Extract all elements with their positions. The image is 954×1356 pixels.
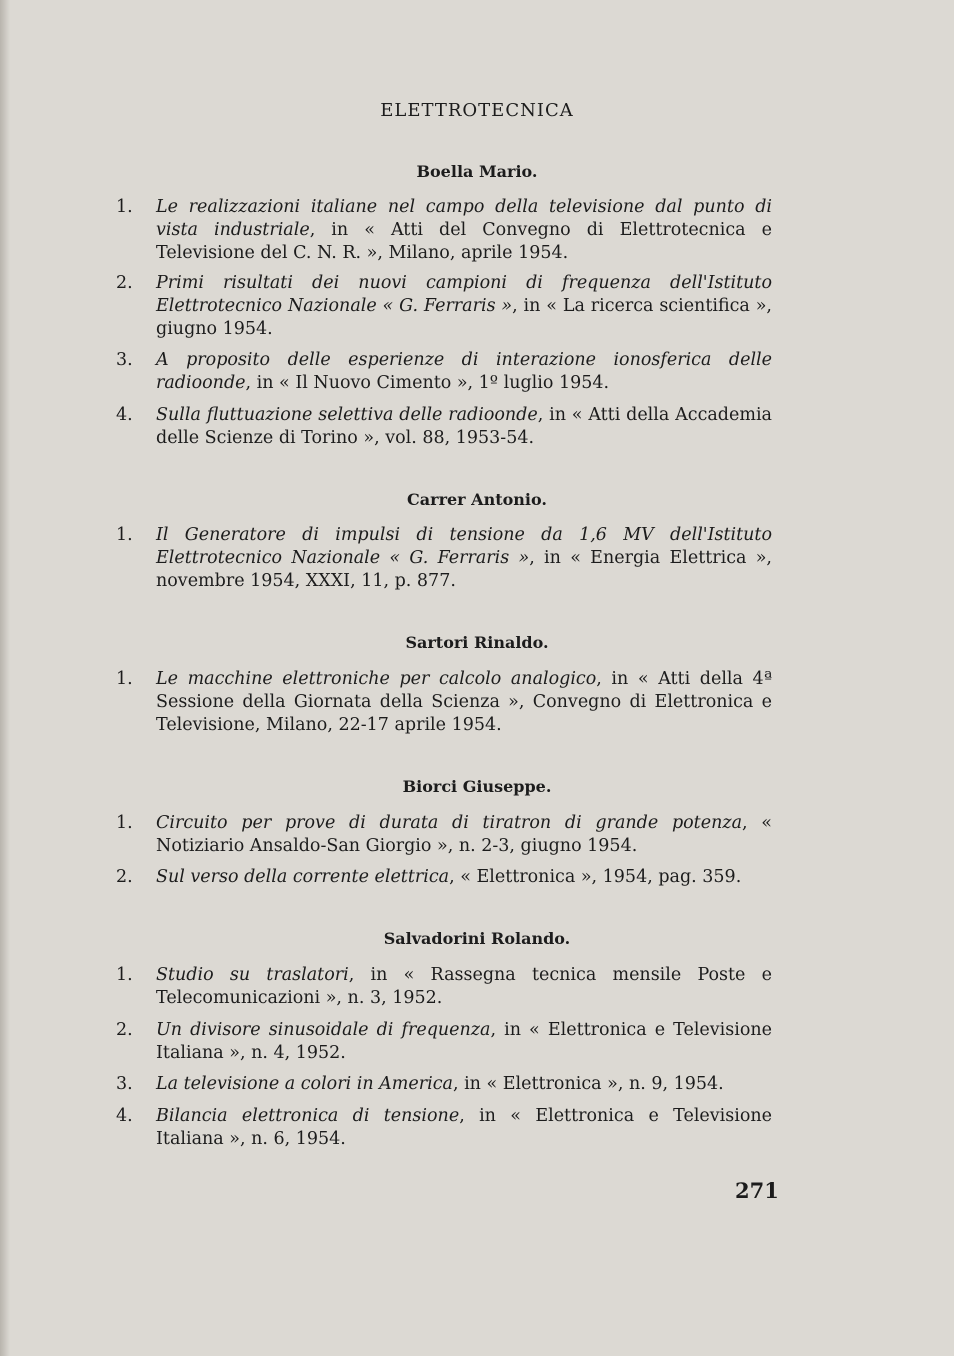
bibliography-entry [116, 812, 772, 858]
author-heading: Boella Mario. [416, 162, 538, 181]
entry-title: La televisione a colori in America [156, 1074, 453, 1094]
entry-citation: , « Notiziario Ansaldo-San Giorgio », n. 2-3, giugno 1954. [156, 813, 772, 856]
entry-citation: , in « Il Nuovo Cimento », 1º luglio 1954. [245, 373, 610, 393]
bibliography-entry [116, 1105, 772, 1151]
entry-number: 2. [116, 273, 133, 293]
entry-title: Circuito per prove di durata di tiratron di grande potenza [156, 813, 742, 833]
entry-citation: , in « Elettronica e Televisione Italiana », n. 4, 1952. [156, 1020, 773, 1063]
entry-title: Un divisore sinusoidale di frequenza [156, 1020, 491, 1040]
entry-title: Studio su traslatori [156, 965, 349, 985]
entry-number: 1. [116, 669, 133, 689]
entry-citation: , in « Rassegna tecnica mensile Poste e Telecomunicazioni », n. 3, 1952. [156, 965, 772, 1008]
entry-citation: , in « Atti della 4ª Sessione della Giornata della Scienza », Convegno di Elettronica e Televisione, Milano, 22-17 aprile 1954. [156, 669, 773, 735]
bibliography-entry [116, 1073, 772, 1096]
entry-number: 1. [116, 813, 133, 833]
bibliography-entry [116, 524, 772, 593]
entry-citation: , in « Elettronica », n. 9, 1954. [452, 1074, 724, 1094]
entry-title: Il Generatore di impulsi di tensione da 1,6 MV dell'Istituto Elettrotecnico Nazionale « G. Ferraris » [156, 525, 772, 568]
bibliography-entry [116, 349, 772, 395]
bibliography-entry [116, 196, 772, 265]
author-heading: Salvadorini Rolando. [383, 929, 571, 948]
entry-number: 4. [116, 1106, 133, 1126]
entry-title: Bilancia elettronica di tensione [156, 1106, 460, 1126]
bibliography-entry [116, 964, 772, 1010]
page-edge-shadow [0, 0, 10, 1356]
entry-number: 1. [116, 965, 133, 985]
bibliography-entry [116, 668, 772, 737]
entry-citation: , in « Atti della Accademia delle Scienze di Torino », vol. 88, 1953-54. [156, 405, 772, 448]
entry-number: 3. [116, 1074, 133, 1094]
entry-number: 2. [116, 867, 133, 887]
entry-title: Sulla fluttuazione selettiva delle radioonde [156, 405, 538, 425]
entry-citation: , in « La ricerca scientifica », giugno 1954. [156, 296, 772, 339]
entry-title: A proposito delle esperienze di interazione ionosferica delle radioonde [156, 350, 772, 393]
entry-number: 3. [116, 350, 133, 370]
entry-title: Le realizzazioni italiane nel campo della televisione dal punto di vista industriale [156, 197, 772, 240]
entry-citation: , in « Elettronica e Televisione Italiana », n. 6, 1954. [156, 1106, 773, 1149]
page-header: ELETTROTECNICA [380, 100, 574, 121]
entry-title: Sul verso della corrente elettrica [156, 867, 450, 887]
entry-number: 4. [116, 405, 133, 425]
entry-number: 1. [116, 525, 133, 545]
bibliography-entry [116, 272, 772, 341]
entry-number: 1. [116, 197, 133, 217]
entry-title: Le macchine elettroniche per calcolo analogico [156, 669, 597, 689]
bibliography-entry [116, 1019, 772, 1065]
author-heading: Biorci Giuseppe. [402, 777, 552, 796]
entry-number: 2. [116, 1020, 133, 1040]
entry-citation: , in « Atti del Convegno di Elettrotecnica e Televisione del C. N. R. », Milano, aprile 1954. [156, 220, 772, 263]
entry-citation: , in « Energia Elettrica », novembre 1954, XXXI, 11, p. 877. [156, 548, 772, 591]
bibliography-entry [116, 866, 772, 889]
page-number: 271 [735, 1178, 779, 1203]
author-heading: Sartori Rinaldo. [405, 633, 549, 652]
entry-title: Primi risultati dei nuovi campioni di frequenza dell'Istituto Elettrotecnico Nazionale « G. Ferraris » [156, 273, 772, 316]
bibliography-entry [116, 404, 772, 450]
entry-citation: , « Elettronica », 1954, pag. 359. [449, 867, 742, 887]
author-heading: Carrer Antonio. [407, 490, 547, 509]
